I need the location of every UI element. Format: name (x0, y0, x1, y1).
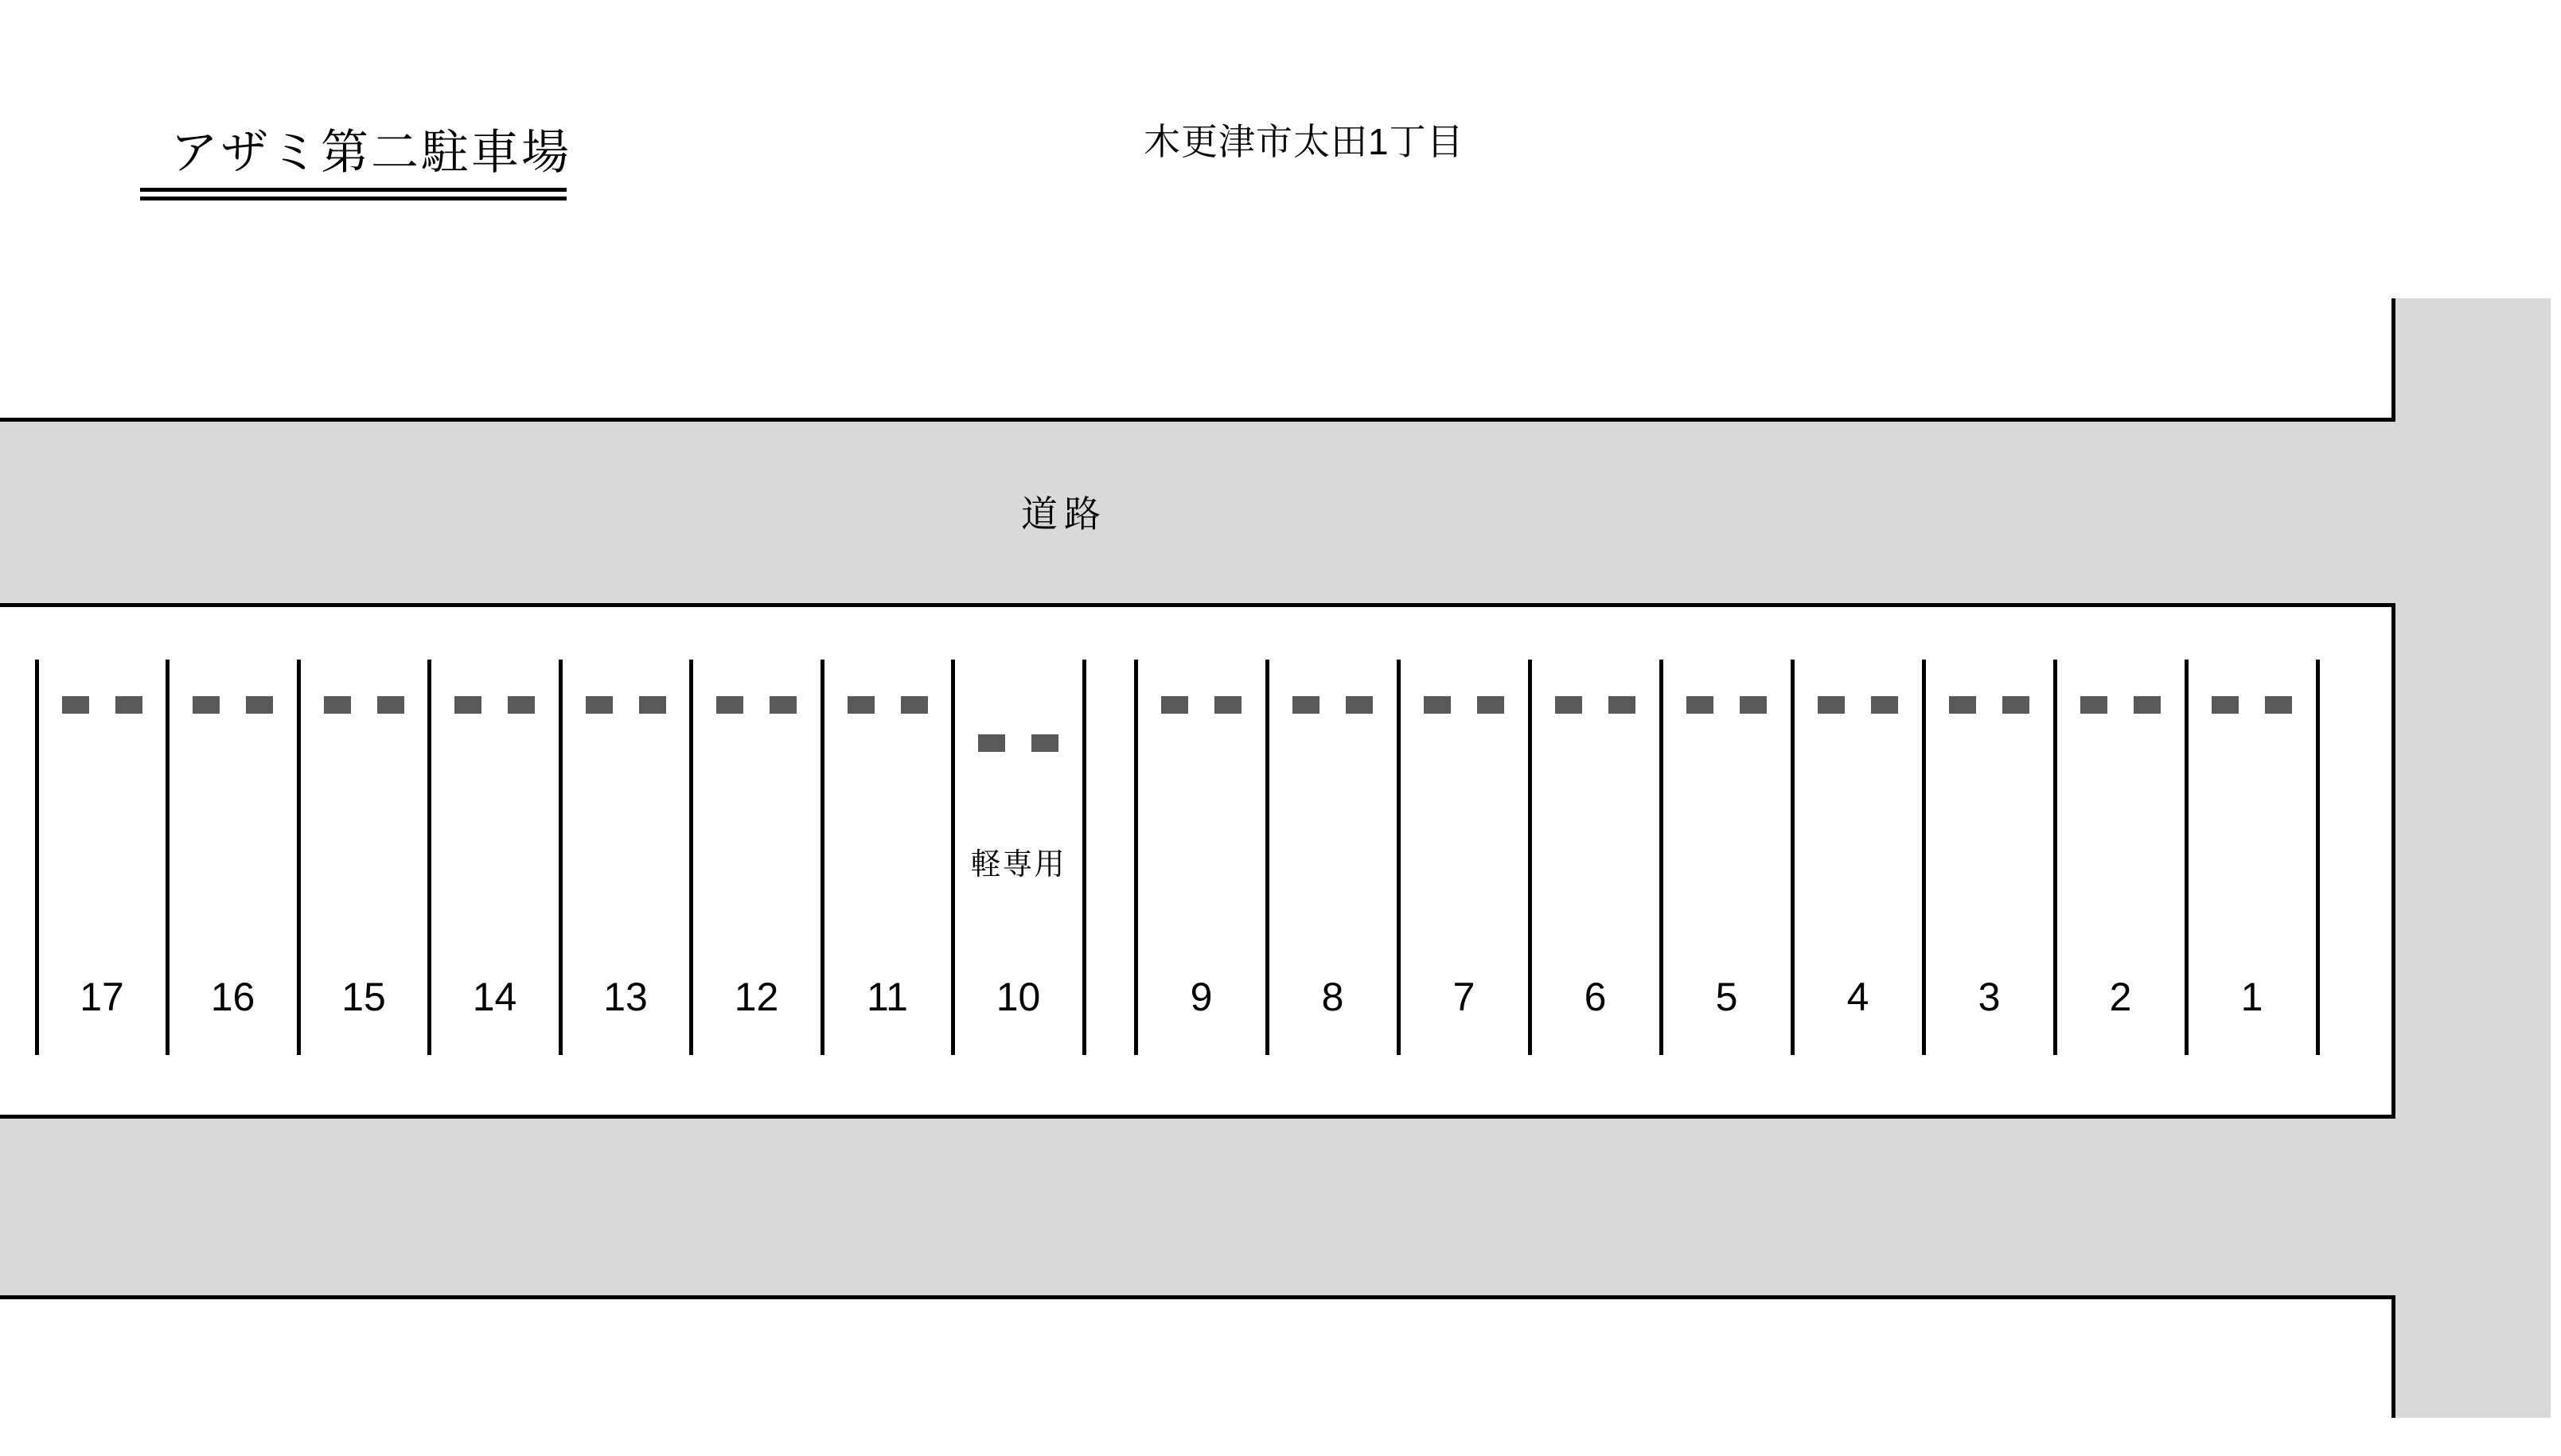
wheel-stopper (62, 696, 89, 714)
wheel-stopper (1161, 696, 1188, 714)
stall-number: 4 (1846, 975, 1869, 1019)
wheel-stopper (2212, 696, 2239, 714)
stall-number: 16 (210, 975, 255, 1019)
wheel-stopper (454, 696, 481, 714)
wheel-stopper (2265, 696, 2292, 714)
wheel-stopper (1031, 734, 1058, 752)
stall-number: 15 (341, 975, 386, 1019)
stall-number: 10 (996, 975, 1041, 1019)
page-title: アザミ第二駐車場 (170, 126, 571, 179)
stall-number: 1 (2240, 975, 2263, 1019)
wheel-stopper (246, 696, 273, 714)
stall-number: 6 (1584, 975, 1607, 1019)
wheel-stopper (2080, 696, 2107, 714)
wheel-stopper (1292, 696, 1319, 714)
wheel-stopper (848, 696, 875, 714)
stall-number: 11 (867, 975, 908, 1019)
wheel-stopper (1740, 696, 1767, 714)
stall-number: 14 (472, 975, 517, 1019)
stall-number: 5 (1715, 975, 1738, 1019)
wheel-stopper (1424, 696, 1451, 714)
stall-number: 3 (1978, 975, 2001, 1019)
wheel-stopper (1346, 696, 1373, 714)
wheel-stopper (1818, 696, 1845, 714)
wheel-stopper (2134, 696, 2161, 714)
wheel-stopper (1608, 696, 1635, 714)
road-bottom (0, 1115, 2395, 1299)
stall-number: 7 (1452, 975, 1475, 1019)
road-right-border-lower (2391, 1299, 2395, 1418)
title-underline (140, 188, 567, 200)
wheel-stopper (639, 696, 666, 714)
wheel-stopper (770, 696, 797, 714)
wheel-stopper (978, 734, 1005, 752)
wheel-stopper (1214, 696, 1242, 714)
wheel-stopper (1477, 696, 1504, 714)
wheel-stopper (1949, 696, 1976, 714)
road-right-border-upper (2391, 298, 2395, 418)
stall-number: 2 (2109, 975, 2132, 1019)
kei-only-label: 軽専用 (970, 848, 1066, 882)
wheel-stopper (1871, 696, 1898, 714)
wheel-stopper (193, 696, 220, 714)
stall-number: 8 (1321, 975, 1344, 1019)
wheel-stopper (716, 696, 743, 714)
wheel-stopper (324, 696, 351, 714)
road-label: 道路 (1021, 493, 1107, 535)
wheel-stopper (2002, 696, 2029, 714)
road-top (0, 418, 2395, 607)
wheel-stopper (508, 696, 535, 714)
address-label: 木更津市太田1丁目 (1144, 121, 1464, 162)
parking-area-right-border (2391, 607, 2395, 1115)
road-right-vertical (2395, 298, 2551, 1418)
stall-number: 17 (80, 975, 124, 1019)
wheel-stopper (1555, 696, 1582, 714)
stall-number: 9 (1190, 975, 1213, 1019)
wheel-stopper (377, 696, 404, 714)
wheel-stopper (901, 696, 928, 714)
wheel-stopper (586, 696, 613, 714)
wheel-stopper (115, 696, 142, 714)
wheel-stopper (1686, 696, 1713, 714)
stall-number: 12 (734, 975, 779, 1019)
stall-number: 13 (603, 975, 648, 1019)
